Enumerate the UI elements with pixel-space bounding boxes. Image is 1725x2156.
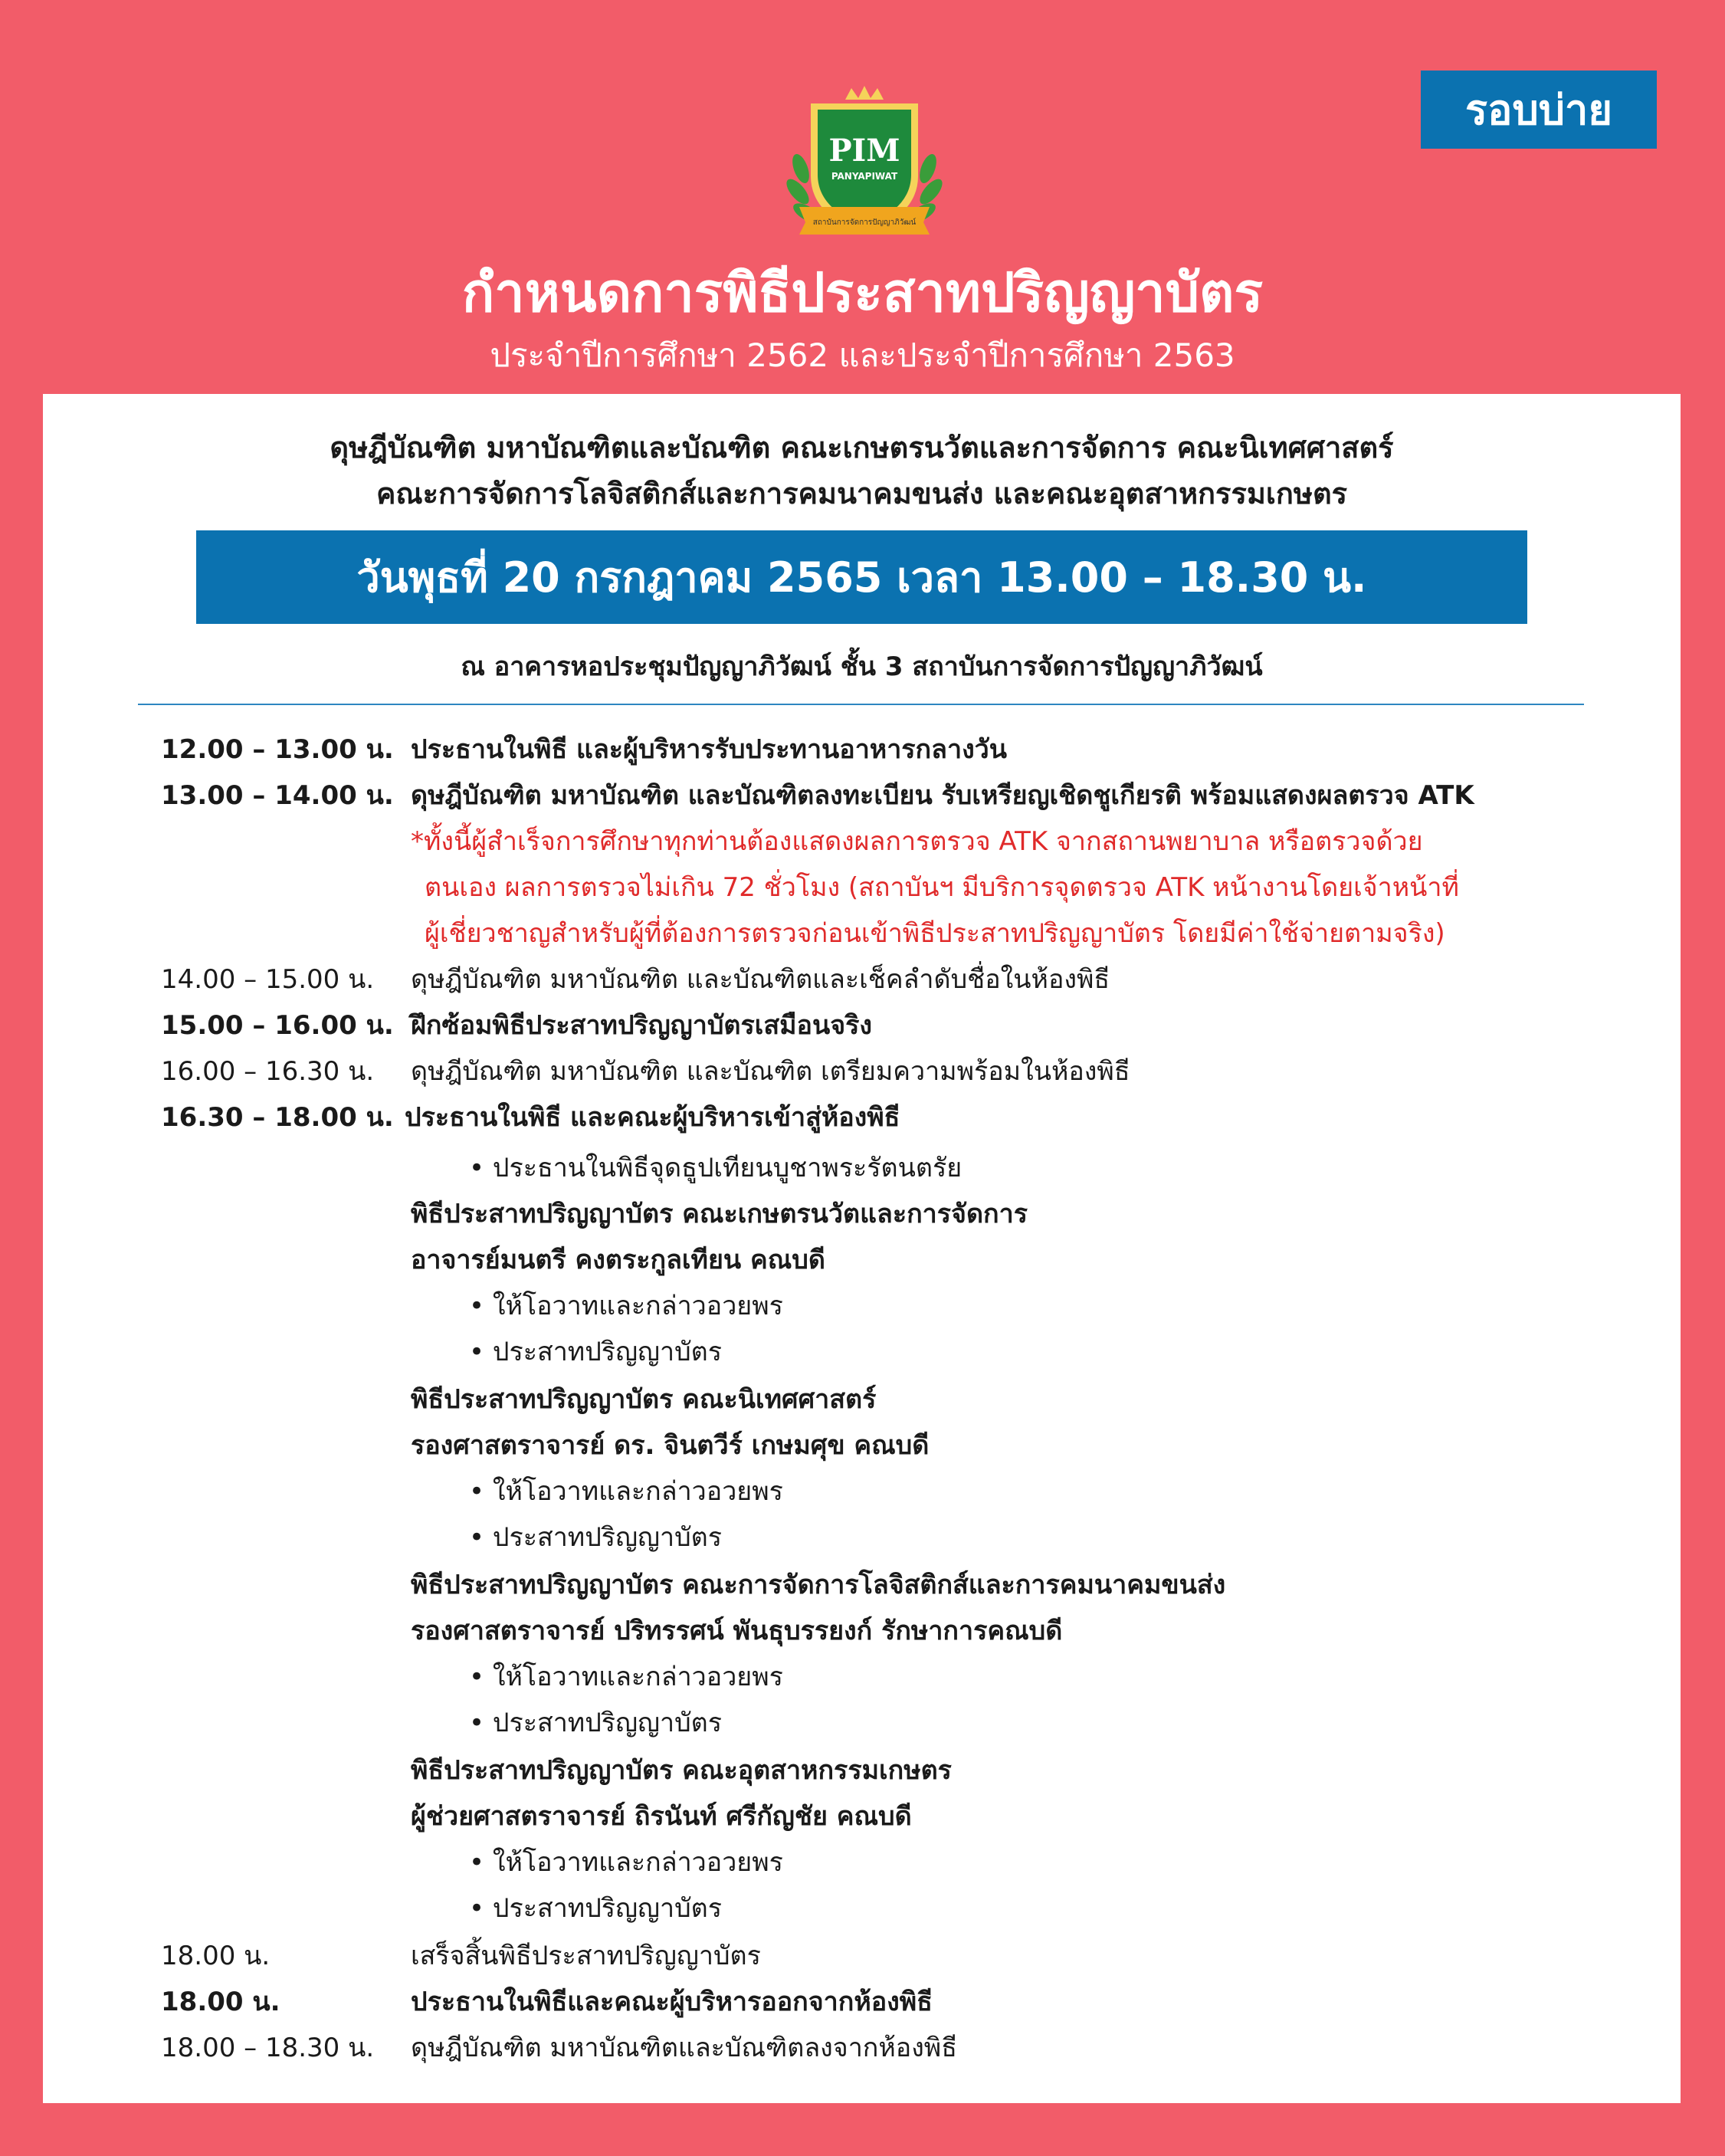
heading-line-1: ดุษฎีบัณฑิต มหาบัณฑิตและบัณฑิต คณะเกษตรนวัตและการจัดการ คณะนิเทศศาสตร์ xyxy=(330,431,1394,464)
pim-logo xyxy=(784,84,945,245)
schedule-card xyxy=(43,394,1681,2103)
time-2: 13.00 – 14.00 น. xyxy=(161,780,394,811)
time-7: 18.00 น. xyxy=(161,1941,271,1971)
bullet-confer-1: • ประสาทปริญญาบัตร xyxy=(469,1337,723,1367)
atk-note-2: ตนเอง ผลการตรวจไม่เกิน 72 ชั่วโมง (สถาบันฯ มีบริการจุดตรวจ ATK หน้างานโดยเจ้าหน้าที่ xyxy=(425,872,1459,903)
venue: ณ อาคารหอประชุมปัญญาภิวัฒน์ ชั้น 3 สถาบันการจัดการปัญญาภิวัฒน์ xyxy=(461,651,1263,682)
heading-line-2: คณะการจัดการโลจิสติกส์และการคมนาคมขนส่ง และคณะอุตสาหกรรมเกษตร xyxy=(375,477,1348,510)
desc-2: ดุษฎีบัณฑิต มหาบัณฑิต และบัณฑิตลงทะเบียน รับเหรียญเชิดชูเกียรติ พร้อมแสดงผลตรวจ ATK xyxy=(411,780,1474,811)
bullet-confer-2: • ประสาทปริญญาบัตร xyxy=(469,1522,723,1553)
time-3: 14.00 – 15.00 น. xyxy=(161,964,375,995)
desc-7: เสร็จสิ้นพิธีประสาทปริญญาบัตร xyxy=(411,1941,761,1971)
divider xyxy=(138,704,1584,705)
atk-note-1: *ทั้งนี้ผู้สำเร็จการศึกษาทุกท่านต้องแสดงผลการตรวจ ATK จากสถานพยาบาล หรือตรวจด้วย xyxy=(411,826,1423,857)
desc-8: ประธานในพิธีและคณะผู้บริหารออกจากห้องพิธี xyxy=(411,1987,933,2017)
page-subtitle: ประจำปีการศึกษา 2562 และประจำปีการศึกษา 2563 xyxy=(490,336,1235,374)
atk-note-3: ผู้เชี่ยวชาญสำหรับผู้ที่ต้องการตรวจก่อนเข้าพิธีประสาทปริญญาบัตร โดยมีค่าใช้จ่ายตามจริง) xyxy=(425,918,1445,949)
desc-6: ประธานในพิธี และคณะผู้บริหารเข้าสู่ห้องพิธี xyxy=(405,1102,900,1133)
desc-4: ฝึกซ้อมพิธีประสาทปริญญาบัตรเสมือนจริง xyxy=(411,1010,872,1041)
desc-5: ดุษฎีบัณฑิต มหาบัณฑิต และบัณฑิต เตรียมความพร้อมในห้องพิธี xyxy=(411,1056,1130,1087)
bullet-speech-4: • ให้โอวาทและกล่าวอวยพร xyxy=(469,1847,783,1878)
dean-2: รองศาสตราจารย์ ดร. จินตวีร์ เกษมศุข คณบดี xyxy=(411,1430,930,1461)
logo-text: PIM xyxy=(828,133,900,169)
desc-1: ประธานในพิธี และผู้บริหารรับประทานอาหารกลางวัน xyxy=(411,734,1007,765)
dean-4: ผู้ช่วยศาสตราจารย์ ถิรนันท์ ศรีกัญชัย คณบดี xyxy=(411,1801,912,1832)
bullet-candle: • ประธานในพิธีจุดธูปเทียนบูชาพระรัตนตรัย xyxy=(469,1153,963,1183)
time-6: 16.30 – 18.00 น. xyxy=(161,1102,394,1133)
time-4: 15.00 – 16.00 น. xyxy=(161,1010,394,1041)
desc-3: ดุษฎีบัณฑิต มหาบัณฑิต และบัณฑิตและเช็คลำดับชื่อในห้องพิธี xyxy=(411,964,1110,995)
session-badge: รอบบ่าย xyxy=(1421,71,1657,149)
page-title: กำหนดการพิธีประสาทปริญญาบัตร xyxy=(461,261,1264,324)
dean-3: รองศาสตราจารย์ ปริทรรศน์ พันธุบรรยงก์ รักษาการคณบดี xyxy=(411,1616,1063,1646)
bullet-speech-3: • ให้โอวาทและกล่าวอวยพร xyxy=(469,1662,783,1692)
logo-ribbon-text: สถาบันการจัดการปัญญาภิวัฒน์ xyxy=(812,218,917,227)
logo-subtext: PANYAPIWAT xyxy=(831,171,898,182)
date-band: วันพุธที่ 20 กรกฎาคม 2565 เวลา 13.00 – 18.30 น. xyxy=(196,530,1527,624)
bullet-confer-4: • ประสาทปริญญาบัตร xyxy=(469,1893,723,1924)
faculty-4: พิธีประสาทปริญญาบัตร คณะอุตสาหกรรมเกษตร xyxy=(411,1755,952,1786)
bullet-speech-2: • ให้โอวาทและกล่าวอวยพร xyxy=(469,1476,783,1507)
faculty-2: พิธีประสาทปริญญาบัตร คณะนิเทศศาสตร์ xyxy=(411,1384,877,1415)
dean-1: อาจารย์มนตรี คงตระกูลเทียน คณบดี xyxy=(411,1245,825,1275)
time-9: 18.00 – 18.30 น. xyxy=(161,2033,375,2063)
time-1: 12.00 – 13.00 น. xyxy=(161,734,394,765)
desc-9: ดุษฎีบัณฑิต มหาบัณฑิตและบัณฑิตลงจากห้องพิธี xyxy=(411,2033,957,2063)
faculty-3: พิธีประสาทปริญญาบัตร คณะการจัดการโลจิสติกส์และการคมนาคมขนส่ง xyxy=(411,1570,1226,1600)
bullet-speech-1: • ให้โอวาทและกล่าวอวยพร xyxy=(469,1291,783,1321)
bullet-confer-3: • ประสาทปริญญาบัตร xyxy=(469,1708,723,1738)
time-5: 16.00 – 16.30 น. xyxy=(161,1056,375,1087)
time-8: 18.00 น. xyxy=(161,1987,280,2017)
faculty-1: พิธีประสาทปริญญาบัตร คณะเกษตรนวัตและการจัดการ xyxy=(411,1199,1028,1229)
